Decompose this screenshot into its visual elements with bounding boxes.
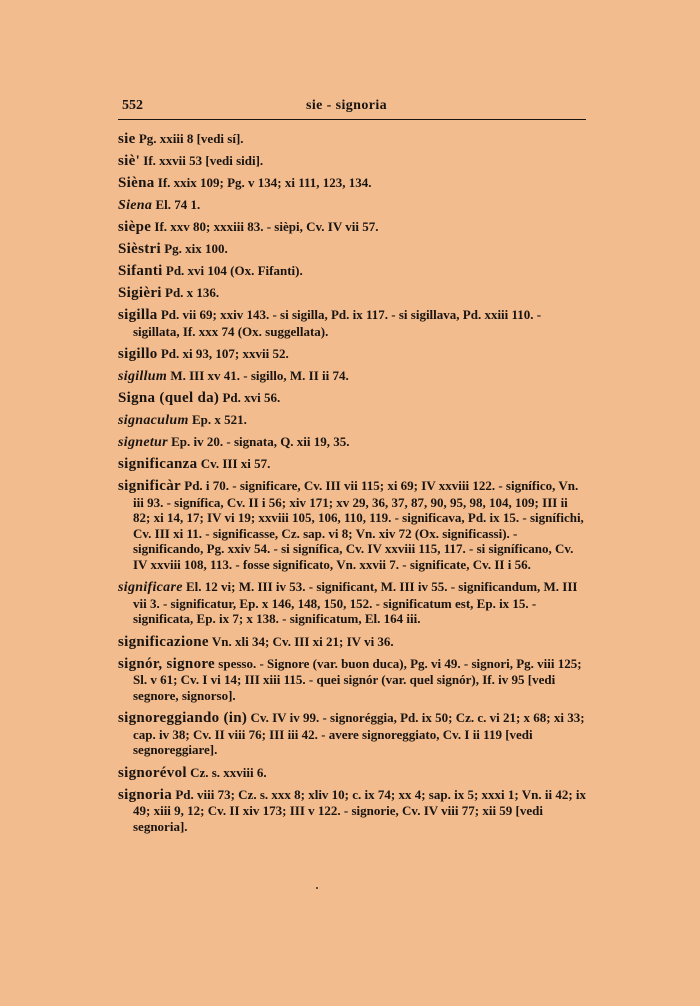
dictionary-entry — [118, 285, 588, 302]
entry-text: Ep. x 521. — [191, 412, 247, 427]
entry-text: Pg. xix 100. — [164, 241, 228, 256]
entry-headword: Sigièri — [118, 285, 162, 301]
entry-text: Pd. vii 69; xxiv 143. - si sigilla, Pd. ix 117. - si sigillava, Pd. xxiii 110. - sigillata, If. xxx 74 (Ox. suggellata). — [133, 307, 542, 339]
dictionary-entry — [118, 131, 588, 148]
entry-text: spesso. - Signore (var. buon duca), Pg. vi 49. - signori, Pg. viii 125; Sl. v 61; Cv. I vi 14; III xiii 115. - quei signór (var. quel signór), If. iv 95 [vedi segnore, signorso]. — [133, 655, 582, 703]
entry-headword: Sièna — [118, 175, 155, 191]
entry-text: Pd. xvi 104 (Ox. Fifanti). — [165, 263, 303, 278]
dictionary-entry — [118, 368, 588, 385]
entry-headword: sigillo — [118, 346, 158, 362]
dictionary-entry — [118, 456, 588, 473]
dictionary-entry — [118, 634, 588, 651]
entry-headword: signaculum — [118, 413, 189, 428]
dictionary-entry — [118, 656, 588, 704]
dictionary-entry — [118, 710, 588, 758]
entry-text: Ep. iv 20. - signata, Q. xii 19, 35. — [171, 434, 350, 449]
dictionary-entry — [118, 390, 588, 407]
page-speck — [316, 887, 318, 889]
entry-text: M. III xv 41. - sigillo, M. II ii 74. — [170, 368, 349, 383]
dictionary-entry — [118, 307, 588, 339]
page-header — [118, 96, 584, 118]
entry-text: Pd. i 70. - significare, Cv. III vii 115; xi 69; IV xxviii 122. - signífico, Vn. iii 93. - signífica, Cv. II i 56; xiv 171; xv 29, 36, 37, 87, 90, 95, 98, 104, 109; III ii 82; xi 14, 17; IV vi 19; xxviii 105, 106, 110, 119. - significava, Pd. ix 15. - signífichi, Cv. III xi 11. - significasse, Cz. sap. vi 8; Vn. xiv 72 (Ox. significassi). - significando, Pg. xxiv 54. - si signífica, Cv. IV xxviii 115, 117. - si signíficano, Cv. IV xxviii 108, 113. - fosse significato, Vn. xxvii 7. - significate, Cv. II i 56. — [133, 478, 584, 572]
dictionary-entry — [118, 153, 588, 170]
dictionary-entry — [118, 241, 588, 258]
dictionary-entry — [118, 787, 588, 835]
entry-headword: sigillum — [118, 369, 168, 384]
entry-headword: sie — [118, 131, 136, 147]
entry-text: Pg. xxiii 8 [vedi sí]. — [138, 131, 244, 146]
entry-headword: Sièstri — [118, 241, 161, 257]
entry-text: Cv. IV iv 99. - signoréggia, Pd. ix 50; Cz. c. vi 21; x 68; xi 33; cap. iv 38; Cv. II viii 76; III iii 42. - avere signoreggiato, Cv. I ii 119 [vedi segnoreggiare]. — [133, 710, 585, 757]
dictionary-entry — [118, 219, 588, 236]
dictionary-entry — [118, 175, 588, 192]
entry-text: El. 12 vi; M. III iv 53. - significant, M. III iv 55. - significandum, M. III vii 3. - significatur, Ep. x 146, 148, 150, 152. - significatum est, Ep. ix 15. - significata, Ep. ix 7; x 138. - significatum, El. 164 iii. — [133, 579, 578, 626]
header-rule — [118, 119, 586, 120]
entry-headword: sigilla — [118, 307, 158, 323]
entry-text: Pd. x 136. — [165, 285, 220, 300]
entry-text: Pd. xi 93, 107; xxvii 52. — [160, 346, 289, 361]
dictionary-entries — [118, 131, 588, 840]
entry-headword: signetur — [118, 435, 168, 450]
entry-headword: significanza — [118, 456, 198, 472]
dictionary-entry — [118, 478, 588, 572]
dictionary-entry — [118, 765, 588, 782]
entry-headword: significazione — [118, 633, 209, 650]
entry-headword: significare — [118, 580, 183, 595]
entry-text: Cv. III xi 57. — [200, 456, 271, 471]
entry-headword: Siena — [118, 198, 153, 213]
entry-headword: sièpe — [118, 219, 152, 235]
entry-text: If. xxix 109; Pg. v 134; xi 111, 123, 134. — [157, 175, 372, 190]
dictionary-entry — [118, 263, 588, 280]
entry-headword: siè' — [118, 153, 141, 169]
entry-text: If. xxvii 53 [vedi sidi]. — [143, 153, 264, 168]
entry-text: Pd. xvi 56. — [222, 390, 281, 405]
entry-text: El. 74 1. — [155, 197, 201, 212]
entry-text: Pd. viii 73; Cz. s. xxx 8; xliv 10; c. ix 74; xx 4; sap. ix 5; xxxi 1; Vn. ii 42; ix 49; xiii 9, 12; Cv. II xiv 173; III v 122. - signorie, Cv. IV viii 77; xii 59 [vedi segnoria]. — [133, 786, 587, 834]
entry-text: Cz. s. xxviii 6. — [190, 764, 267, 780]
entry-headword: signór, signore — [118, 655, 216, 672]
entry-headword: significàr — [118, 478, 181, 494]
entry-text: Vn. xli 34; Cv. III xi 21; IV vi 36. — [211, 633, 394, 649]
entry-headword: Signa (quel da) — [118, 390, 220, 406]
dictionary-entry — [118, 579, 588, 627]
dictionary-entry — [118, 412, 588, 429]
page-number: 552 — [122, 98, 143, 113]
dictionary-entry — [118, 346, 588, 363]
entry-headword: signoreggiando (in) — [118, 710, 248, 726]
entry-headword: signoria — [118, 786, 173, 803]
dictionary-entry — [118, 434, 588, 451]
entry-headword: Sifanti — [118, 263, 163, 279]
dictionary-entry — [118, 197, 588, 214]
running-head: sie - signoria — [306, 98, 388, 113]
entry-headword: signorévol — [118, 764, 187, 781]
entry-text: If. xxv 80; xxxiii 83. - sièpi, Cv. IV vii 57. — [154, 219, 379, 234]
